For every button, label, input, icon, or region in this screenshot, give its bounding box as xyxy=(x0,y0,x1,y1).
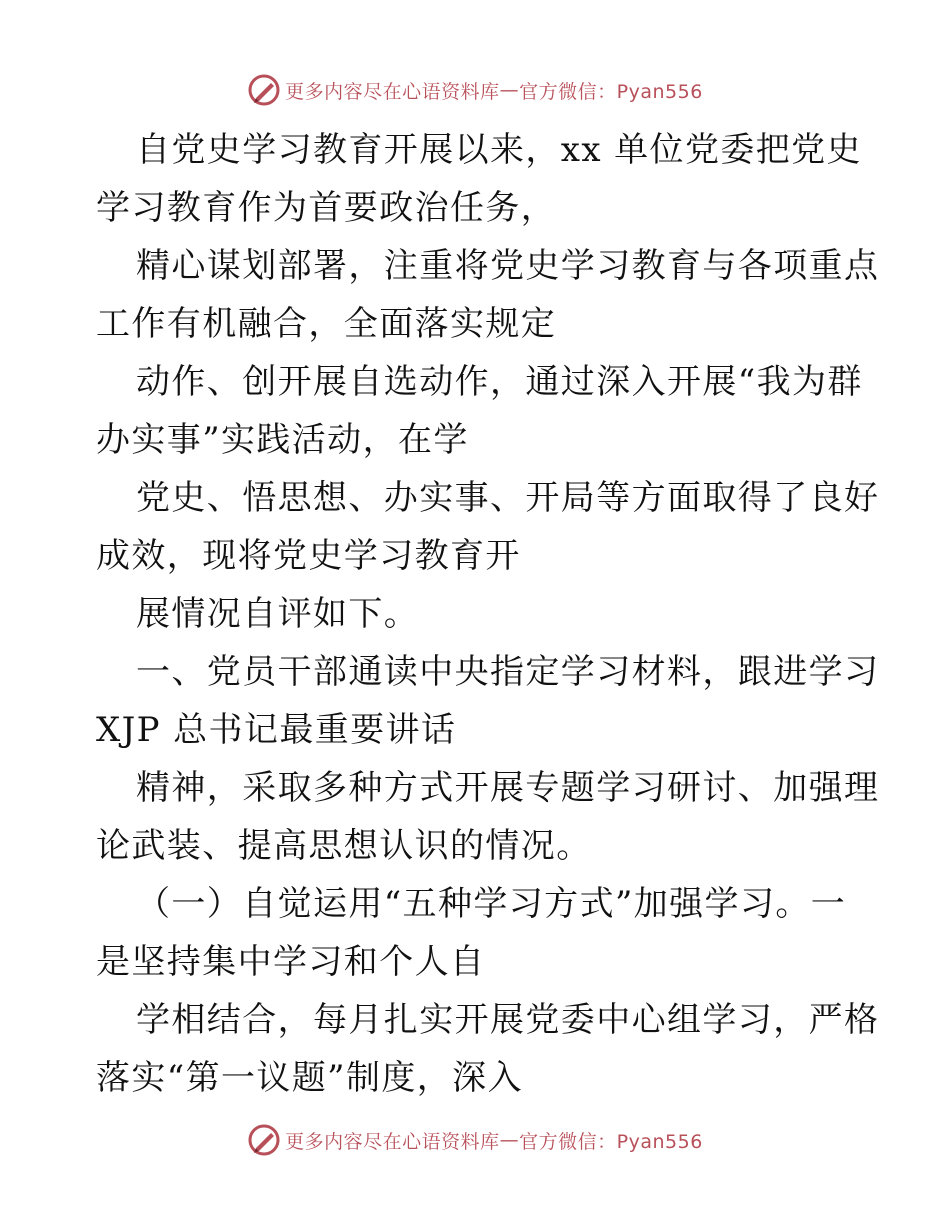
text-line: 动作、创开展自选动作，通过深入开展“我为群 xyxy=(136,362,863,402)
watermark-text: 更多内容尽在心语资料库 xyxy=(285,80,500,103)
text-line: 精心谋划部署，注重将党史学习教育与各项重点 xyxy=(136,246,880,286)
watermark-suffix: 官方微信：Pyan556 xyxy=(519,80,703,103)
text-line: 是坚持集中学习和个人自 xyxy=(96,942,486,982)
header-watermark xyxy=(0,68,950,112)
text-line: 成效，现将党史学习教育开 xyxy=(96,536,521,576)
text-line: 落实“第一议题”制度，深入 xyxy=(96,1058,523,1098)
text-line: 精神，采取多种方式开展专题学习研讨、加强理 xyxy=(136,768,880,808)
document-body xyxy=(96,121,880,1107)
watermark-suffix: 官方微信：Pyan556 xyxy=(519,1130,703,1153)
text-line: 一、党员干部通读中央指定学习材料，跟进学习 xyxy=(136,652,880,692)
watermark-text: 更多内容尽在心语资料库 xyxy=(285,1130,500,1153)
pen-logo-icon xyxy=(247,73,281,107)
text-line: （一）自觉运用“五种学习方式”加强学习。一 xyxy=(136,884,847,924)
text-line: 展情况自评如下。 xyxy=(136,594,420,634)
text-line: 办实事”实践活动，在学 xyxy=(96,420,469,460)
text-line: 工作有机融合，全面落实规定 xyxy=(96,304,557,344)
text-line: 论武装、提高思想认识的情况。 xyxy=(96,826,592,866)
text-line: 学相结合，每月扎实开展党委中心组学习，严格 xyxy=(136,1000,880,1040)
text-line: XJP 总书记最重要讲话 xyxy=(96,710,457,750)
pen-logo-icon xyxy=(247,1123,281,1157)
watermark-separator: — xyxy=(499,79,520,101)
text-line: 党史、悟思想、办实事、开局等方面取得了良好 xyxy=(136,478,880,518)
text-line: 自党史学习教育开展以来，xx 单位党委把党史 xyxy=(136,130,862,170)
text-line: 学习教育作为首要政治任务， xyxy=(96,188,557,228)
watermark-separator: — xyxy=(499,1129,520,1151)
footer-watermark xyxy=(0,1118,950,1162)
